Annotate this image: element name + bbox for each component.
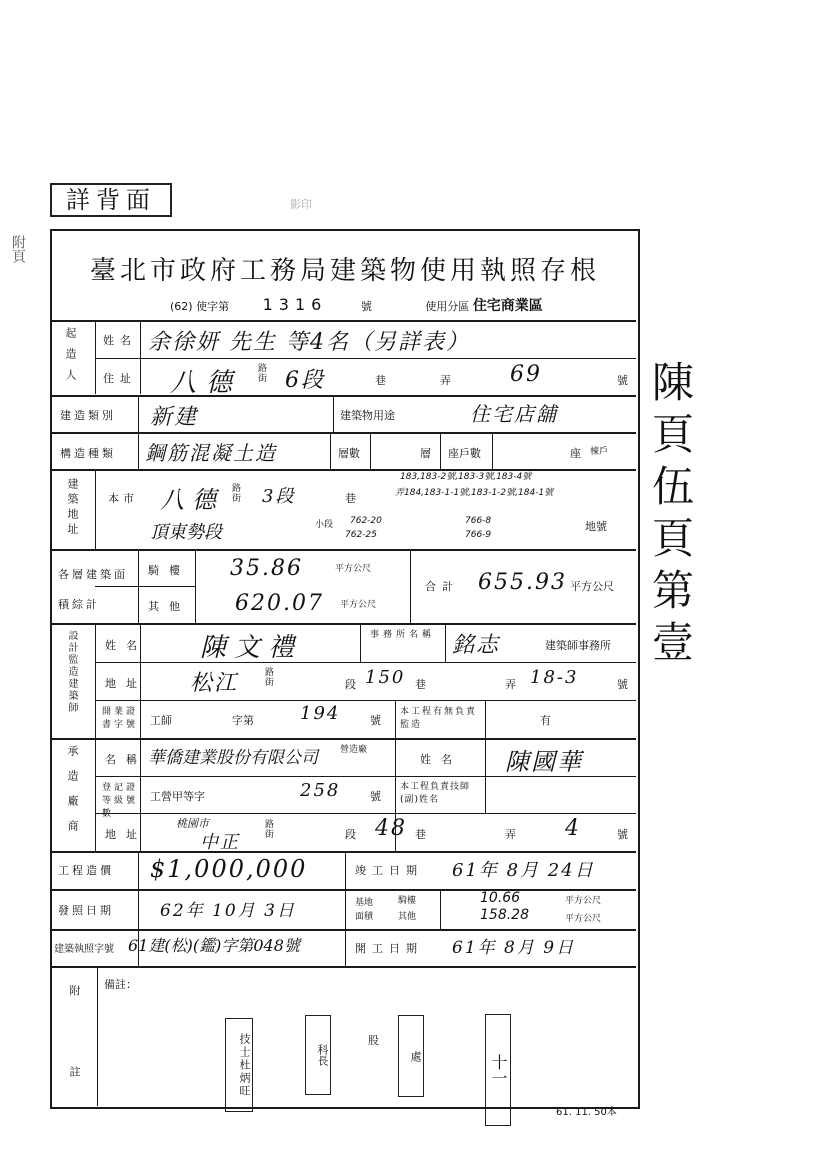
contractor-addr-road: 中正 xyxy=(200,832,240,853)
cost-value: $1,000,000 xyxy=(150,855,308,883)
approval-stamp-2: 科長 xyxy=(305,1015,331,1095)
applicant-addr-section: 6段 xyxy=(285,368,325,393)
site-numbers-1: 183,183-2號,183-3號,183-4號 xyxy=(400,472,532,482)
permit-year: (62) xyxy=(170,300,193,313)
site-city: 本市 xyxy=(108,492,138,505)
architect-name-label: 姓名 xyxy=(105,639,147,652)
license-label: 開業證書字號 xyxy=(102,707,139,730)
architect-addr-alley: 弄 xyxy=(505,678,516,691)
reg-no: 258 xyxy=(300,780,341,801)
contractor-addr-lane: 48 xyxy=(375,816,407,841)
license-mid: 字第 xyxy=(232,714,254,727)
site-numbers-2: 弄184,183-1-1號,183-1-2號,184-1號 xyxy=(395,488,554,498)
architect-addr-no: 18-3 xyxy=(530,667,579,688)
architect-addr-lane-suffix: 巷 xyxy=(415,678,426,691)
site-arcade-label: 騎樓 xyxy=(398,896,417,906)
contractor-addr-city: 桃園市 xyxy=(176,817,209,830)
architect-section-label: 設計監造建築師 xyxy=(66,630,77,714)
architect-office-suffix: 建築師事務所 xyxy=(545,639,611,652)
applicant-addr-no: 69 xyxy=(510,362,542,387)
other-area-value: 620.07 xyxy=(235,591,324,616)
applicant-addr-road-suffix: 路街 xyxy=(258,364,268,384)
approval-stamp-1: 技士杜炳旺 xyxy=(225,1018,253,1112)
use-value: 住宅店舖 xyxy=(470,402,558,426)
issue-value: 62年 10月 3日 xyxy=(160,901,296,921)
reg-prefix: 工營甲等字 xyxy=(150,790,205,803)
approval-stamp-3: 股 xyxy=(368,1034,379,1047)
contractor-person-label: 姓名 xyxy=(420,753,462,766)
architect-addr-no-suffix: 號 xyxy=(617,678,628,691)
remarks-section-label: 附註 xyxy=(68,985,81,1147)
floors-value: 層 xyxy=(420,447,431,460)
architect-addr-road: 松江 xyxy=(190,671,239,696)
contractor-name-label: 名稱 xyxy=(105,753,147,766)
applicant-addr-alley: 弄 xyxy=(440,374,451,387)
area-section-label: 各層建築面積綜計 xyxy=(58,568,128,611)
reg-label: 登記證等級號數 xyxy=(102,783,139,819)
license-suffix: 號 xyxy=(370,714,381,727)
contractor-addr-section: 段 xyxy=(345,828,356,841)
category-value: 新建 xyxy=(150,405,199,430)
permit-number: 1316 xyxy=(262,295,328,314)
site-land-label: 頂東勢段 xyxy=(150,522,222,543)
faint-stamp: 影印 xyxy=(290,198,312,211)
architect-name-value: 陳文禮 xyxy=(200,633,303,663)
build-permit-label: 建築執照字號 xyxy=(54,944,114,955)
site-lots-1: 762-20 xyxy=(350,516,382,526)
other-area-unit: 平方公尺 xyxy=(340,600,377,610)
start-value: 61年 8月 9日 xyxy=(452,938,576,958)
contractor-addr-label: 地址 xyxy=(105,828,147,841)
site-land-suffix: 地號 xyxy=(585,520,607,533)
applicant-addr-road: 八德 xyxy=(170,368,243,398)
site-land-sub: 小段 xyxy=(315,520,334,530)
site-lots-3: 766-8 xyxy=(465,516,492,526)
engineer-label: 本工程負責技師(副)姓名 xyxy=(400,782,471,805)
contractor-name-suffix: 營造廠 xyxy=(340,745,368,755)
site-section-label: 建築地址 xyxy=(66,478,79,538)
structure-label: 構造種類 xyxy=(60,447,116,460)
category-label: 建造類別 xyxy=(60,409,116,422)
build-permit-value: 61建(松)(鑑)字第048號 xyxy=(128,936,300,955)
architect-office-value: 銘志 xyxy=(452,633,501,658)
form-footer: 61. 11. 50本 xyxy=(556,1107,617,1118)
site-road-suffix: 路街 xyxy=(232,484,242,504)
site-arcade-value: 10.66 xyxy=(480,890,521,906)
reg-suffix: 號 xyxy=(370,790,381,803)
floors-label: 層數 xyxy=(338,447,360,460)
architect-addr-lane: 150 xyxy=(365,667,406,688)
completion-label: 竣工日期 xyxy=(355,864,423,877)
units-value: 座 xyxy=(570,447,581,460)
site-arcade-unit: 平方公尺 xyxy=(565,896,602,906)
permit-no-suffix: 號 xyxy=(360,300,372,313)
contractor-addr-no-suffix: 號 xyxy=(617,828,628,841)
site-road: 八德 xyxy=(160,486,224,514)
contractor-addr-road-suffix: 路街 xyxy=(265,820,275,840)
applicant-addr-no-suffix: 號 xyxy=(617,374,628,387)
use-label: 建築物用途 xyxy=(340,409,395,422)
contractor-section-label: 承造廠商 xyxy=(66,745,79,845)
permit-line xyxy=(170,295,630,315)
completion-value: 61年 8月 24日 xyxy=(452,860,595,881)
left-margin-text: 附頁 xyxy=(10,235,26,263)
applicant-addr-lane: 巷 xyxy=(375,374,386,387)
site-other-value: 158.28 xyxy=(480,907,529,923)
document-tag-text: 詳背面 xyxy=(66,186,156,214)
architect-office-label: 事務所名稱 xyxy=(370,630,436,640)
contractor-addr-alley: 弄 xyxy=(505,828,516,841)
applicant-addr-label: 住址 xyxy=(103,372,137,385)
contractor-addr-lane-suffix: 巷 xyxy=(415,828,426,841)
total-unit: 平方公尺 xyxy=(570,580,614,593)
license-no: 194 xyxy=(300,703,341,724)
applicant-name-value: 余徐妍 先生 等4名（另詳表） xyxy=(148,330,470,355)
contractor-addr-no: 4 xyxy=(565,816,581,841)
approval-stamp-4: 處 xyxy=(398,1015,424,1097)
applicant-section-label: 起造人 xyxy=(64,327,77,390)
remarks-label: 備註： xyxy=(104,978,137,991)
site-other-label: 其他 xyxy=(398,912,417,922)
site-lots-2: 762-25 xyxy=(345,530,377,540)
cost-label: 工程造價 xyxy=(58,864,114,877)
arcade-label: 騎樓 xyxy=(148,564,190,577)
total-label: 合計 xyxy=(425,580,459,593)
site-section-no: 3段 xyxy=(262,486,296,507)
architect-addr-road-suffix: 路街 xyxy=(265,668,275,688)
contractor-name-value: 華僑建業股份有限公司 xyxy=(148,748,318,768)
contractor-person-value: 陳國華 xyxy=(505,748,583,776)
form-title: 臺北市政府工務局建築物使用執照存根 xyxy=(90,256,601,286)
site-lots-4: 766-9 xyxy=(465,530,492,540)
arcade-value: 35.86 xyxy=(230,556,303,581)
architect-addr-label: 地址 xyxy=(105,677,147,690)
zoning-label: 使用分區 xyxy=(425,300,470,313)
supervisor-value: 有 xyxy=(540,714,551,727)
right-margin-text: 陳頁伍頁第壹 xyxy=(646,360,695,672)
other-area-label: 其他 xyxy=(148,600,190,613)
site-area-label: 基地面積 xyxy=(355,898,374,922)
license-prefix: 工師 xyxy=(150,714,172,727)
arcade-unit: 平方公尺 xyxy=(335,564,372,574)
architect-addr-section: 段 xyxy=(345,678,356,691)
zoning-value: 住宅商業區 xyxy=(472,298,543,314)
structure-value: 鋼筋混凝土造 xyxy=(145,441,277,465)
permit-usage-label: 使字第 xyxy=(196,300,230,313)
site-other-unit: 平方公尺 xyxy=(565,914,602,924)
start-label: 開工日期 xyxy=(355,942,423,955)
document-tag xyxy=(50,183,172,217)
supervisor-label: 本工程有無負責監造 xyxy=(400,707,478,730)
total-value: 655.93 xyxy=(478,570,567,595)
issue-label: 發照日期 xyxy=(58,904,114,917)
applicant-name-label: 姓名 xyxy=(103,334,137,347)
units-label: 座戶數 xyxy=(448,447,481,460)
units-suffix: 棟戶 xyxy=(590,447,609,457)
site-lane: 巷 xyxy=(345,492,356,505)
approval-stamp-5: 十一 xyxy=(485,1014,511,1126)
